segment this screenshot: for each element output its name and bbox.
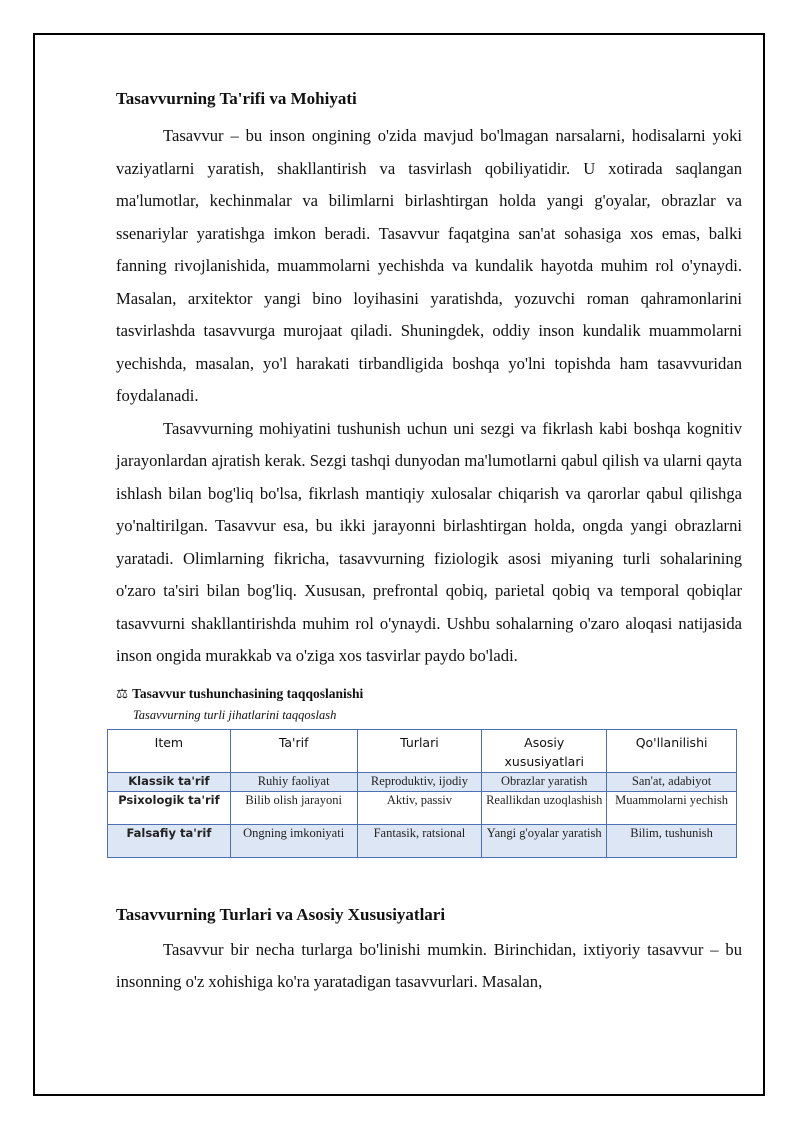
table-cell: Fantasik, ratsional	[357, 824, 482, 857]
comparison-table	[107, 729, 737, 858]
table-cell: Reproduktiv, ijodiy	[357, 772, 482, 791]
table-cell: Ongning imkoniyati	[230, 824, 357, 857]
paragraph-essence: Tasavvurning mohiyatini tushunish uchun uni sezgi va fikrlash kabi boshqa kognitiv jarayonlardan ajratish kerak. Sezgi tashqi dunyodan ma'lumotlarni qabul qilish va ularni qayta ishlash bilan bog'liq bo'lsa, fikrlash mantiqiy xulosalar chiqarish va qarorlar qabul qilishga yo'naltirilgan. Tasavvur esa, bu ikki jarayonni birlashtirgan holda, ongda yangi obrazlarni yaratadi. Olimlarning fikricha, tasavvurning fiziologik asosi miyaning turli sohalarining o'zaro ta'siri bilan bog'liq. Xususan, prefrontal qobiq, parietal qobiq va temporal qobiqlar tasavvurni shakllantirishda muhim rol o'ynaydi. Ushbu sohalarning o'zaro aloqasi natijasida inson ongida murakkab va o'ziga xos tasvirlar paydo bo'ladi.	[116, 418, 742, 665]
header-item: Item	[108, 729, 231, 772]
table-cell: Ruhiy faoliyat	[230, 772, 357, 791]
paragraph-definition: Tasavvur – bu inson ongining o'zida mavjud bo'lmagan narsalarni, hodisalarni yoki vaziyatlarni yaratish, shakllantirish va tasvirlash qobiliyatidir. U xotirada saqlangan ma'lumotlar, kechinmalar va bilimlarni birlashtirgan holda yangi g'oyalar, obrazlar va ssenariylar yaratishga imkon beradi. Tasavvur faqatgina san'at sohasiga xos emas, balki fanning rivojlanishida, muammolarni yechishda va kundalik hayotda muhim rol o'ynaydi. Masalan, arxitektor yangi bino loyihasini yaratishda, yozuvchi roman qahramonlarini tasvirlashda tasavvurga murojaat qiladi. Shuningdek, oddiy inson kundalik muammolarni yechishda, masalan, yo'l harakati tirbandligida boshqa yo'lni topishda ham tasavvuridan foydalanadi.	[116, 126, 742, 405]
table-row	[108, 824, 737, 857]
table-cell: Reallikdan uzoqlashish	[482, 791, 607, 824]
table-cell: San'at, adabiyot	[607, 772, 737, 791]
table-subtitle: Tasavvurning turli jihatlarini taqqoslash	[133, 707, 337, 722]
table-header-row	[108, 729, 737, 772]
header-types: Turlari	[357, 729, 482, 772]
table-cell: Yangi g'oyalar yaratish	[482, 824, 607, 857]
section-heading-types: Tasavvurning Turlari va Asosiy Xususiyatlari	[116, 904, 446, 924]
table-cell: Bilib olish jarayoni	[230, 791, 357, 824]
table-title	[116, 685, 742, 703]
table-cell: Bilim, tushunish	[607, 824, 737, 857]
table-title-text: Tasavvur tushunchasining taqqoslanishi	[132, 685, 364, 701]
row-label: Klassik ta'rif	[108, 772, 231, 791]
table-cell: Muammolarni yechish	[607, 791, 737, 824]
row-label: Falsafiy ta'rif	[108, 824, 231, 857]
table-row	[108, 791, 737, 824]
table-cell: Aktiv, passiv	[357, 791, 482, 824]
table-row	[108, 772, 737, 791]
row-label: Psixologik ta'rif	[108, 791, 231, 824]
paragraph-types: Tasavvur bir necha turlarga bo'linishi mumkin. Birinchidan, ixtiyoriy tasavvur – bu insonning o'z xohishiga ko'ra yaratadigan tasavvurlari. Masalan,	[116, 939, 742, 991]
header-usage: Qo'llanilishi	[607, 729, 737, 772]
header-features: Asosiy xususiyatlari	[482, 729, 607, 772]
document-content	[116, 86, 742, 999]
section-heading-definition: Tasavvurning Ta'rifi va Mohiyati	[116, 89, 357, 108]
table-cell: Obrazlar yaratish	[482, 772, 607, 791]
header-definition: Ta'rif	[230, 729, 357, 772]
scale-icon: ⚖	[116, 685, 129, 701]
